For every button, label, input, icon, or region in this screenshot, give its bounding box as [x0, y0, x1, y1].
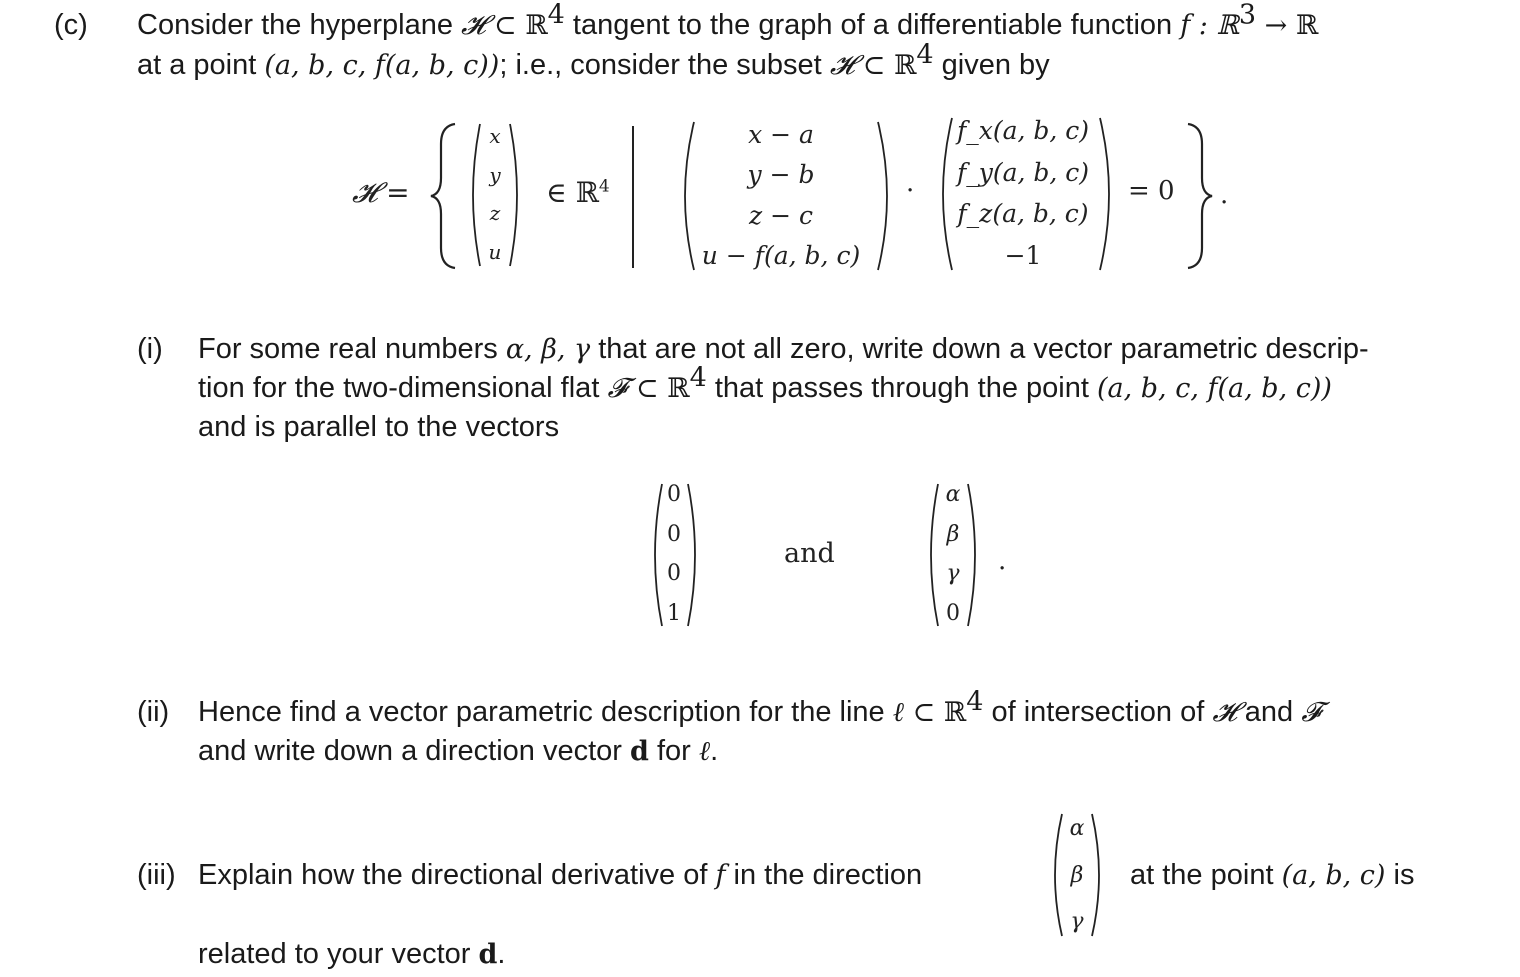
- such-that-bar: [632, 126, 634, 268]
- vector-entry: y: [489, 162, 501, 187]
- vector-entry: f_x(a, b, c): [956, 116, 1090, 145]
- math-ell: ℓ: [892, 697, 904, 728]
- math-f: f: [715, 860, 726, 891]
- text: .: [710, 735, 719, 767]
- math-H: 𝓗: [1212, 697, 1237, 728]
- part-c-label: (c): [54, 9, 88, 41]
- left-brace-icon: [425, 120, 465, 272]
- text: of intersection of: [983, 696, 1213, 728]
- math-subset: ⊂: [485, 10, 526, 41]
- part-iii-label: (iii): [137, 859, 176, 891]
- math-sup: 4: [598, 176, 610, 197]
- math-F: 𝓕: [1301, 697, 1322, 728]
- math-H: 𝓗: [829, 50, 855, 81]
- text: related to your vector: [198, 938, 479, 970]
- difference-vector: [686, 120, 876, 270]
- vector-entry: f_y(a, b, c): [956, 157, 1090, 187]
- part-iii-line-1b: [1130, 856, 1414, 895]
- vector-entry: 1: [667, 600, 681, 626]
- period: .: [998, 546, 1007, 576]
- part-c-intro-line-1: [137, 0, 1319, 45]
- math-R: ℝ: [667, 373, 690, 404]
- math-greek: α, β, γ: [505, 334, 591, 365]
- vector-entry: y − b: [747, 160, 815, 190]
- text: Consider the hyperplane: [137, 9, 462, 41]
- part-i-label: (i): [137, 333, 163, 365]
- math-point: (a, b, c, f(a, b, c)): [264, 50, 500, 81]
- vector-entry: α: [1069, 816, 1085, 841]
- part-i-line-1: [198, 330, 1369, 369]
- text: and: [1236, 696, 1302, 728]
- part-ii-label: (ii): [137, 696, 170, 728]
- text: for: [648, 735, 699, 767]
- text: in the direction: [725, 859, 923, 891]
- math-d: d: [478, 939, 498, 970]
- vector-entry: z − c: [748, 200, 813, 230]
- part-i-line-2: [198, 362, 1332, 408]
- right-paren-icon: [1096, 116, 1120, 272]
- math-H: 𝓗: [461, 10, 486, 41]
- and-word: and: [784, 538, 835, 569]
- math-f-map: f : ℝ: [1180, 10, 1239, 41]
- math-sup: 4: [916, 39, 934, 71]
- vector-entry: γ: [1070, 909, 1084, 934]
- math-arrow: → ℝ: [1256, 10, 1319, 41]
- math-sup: 4: [966, 686, 984, 718]
- math-subset: ⊂: [854, 50, 894, 81]
- text: at the point: [1130, 859, 1282, 891]
- math-sup: 4: [547, 0, 565, 31]
- math-R: ℝ: [893, 50, 917, 81]
- text: .: [497, 938, 506, 970]
- text: Explain how the directional derivative of: [198, 859, 716, 891]
- math-sup: 4: [689, 362, 707, 394]
- part-ii-line-1: [198, 686, 1322, 732]
- text: and is parallel to the vectors: [198, 411, 560, 443]
- text: given by: [933, 49, 1050, 81]
- math-ell: ℓ: [698, 736, 711, 767]
- vector-entry: f_z(a, b, c): [957, 199, 1089, 229]
- text: tion for the two-dimensional flat: [198, 372, 608, 404]
- vector-entry: u: [488, 239, 502, 264]
- text: and write down a direction vector: [198, 735, 630, 767]
- right-paren-icon: [506, 122, 526, 268]
- vector-entry: z: [489, 201, 501, 226]
- vector-entry: 0: [667, 561, 681, 587]
- math-point: (a, b, c): [1281, 860, 1386, 891]
- text: Hence find a vector parametric description for the line: [198, 696, 893, 728]
- vector-entry: −1: [1004, 240, 1042, 270]
- text: is: [1385, 859, 1415, 891]
- vector-entry: 0: [946, 600, 960, 626]
- gradient-vector: [948, 116, 1098, 270]
- part-iii-line-1: [198, 856, 922, 895]
- vector-entry: β: [1070, 862, 1084, 888]
- vector-entry: 0: [667, 521, 681, 547]
- vector-entry: 0: [667, 482, 681, 507]
- right-paren-icon: [874, 120, 898, 272]
- period: .: [1220, 180, 1229, 210]
- math-d: d: [630, 736, 649, 767]
- math-R: ℝ: [525, 10, 548, 41]
- text: ; i.e., consider the subset: [499, 49, 830, 81]
- vector-entry: α: [945, 482, 961, 507]
- right-brace-icon: [1182, 120, 1222, 272]
- part-i-line-3: [198, 408, 559, 446]
- equals-zero: = 0: [1128, 176, 1175, 206]
- right-paren-icon: [1088, 812, 1108, 938]
- dot-operator: ·: [906, 176, 915, 206]
- vector-entry: γ: [946, 561, 960, 587]
- math-subset: ⊂: [903, 697, 944, 728]
- in-R: ∈ ℝ: [546, 176, 599, 209]
- math-R: ℝ: [943, 697, 967, 728]
- right-paren-icon: [684, 482, 704, 628]
- vector-entry: x: [489, 124, 501, 148]
- H-equals: 𝓗 =: [352, 176, 410, 209]
- text: For some real numbers: [198, 333, 506, 365]
- math-point: (a, b, c, f(a, b, c)): [1096, 373, 1332, 404]
- math-subset: ⊂: [627, 373, 668, 404]
- vector-entry: u − f(a, b, c): [701, 240, 861, 270]
- right-paren-icon: [964, 482, 984, 628]
- part-c-intro-line-2: [137, 39, 1050, 85]
- math-sup: 3: [1238, 0, 1257, 31]
- text: at a point: [137, 49, 265, 81]
- text: that passes through the point: [706, 372, 1097, 404]
- text: that are not all zero, write down a vector parametric descrip-: [590, 333, 1369, 365]
- math-F: 𝓕: [607, 373, 628, 404]
- in-R4: [546, 176, 610, 209]
- part-iii-line-2: [198, 935, 505, 974]
- vector-entry: x − a: [748, 120, 814, 149]
- vector-entry: β: [946, 521, 960, 547]
- text: tangent to the graph of a differentiable function: [564, 9, 1181, 41]
- part-ii-line-2: [198, 732, 718, 771]
